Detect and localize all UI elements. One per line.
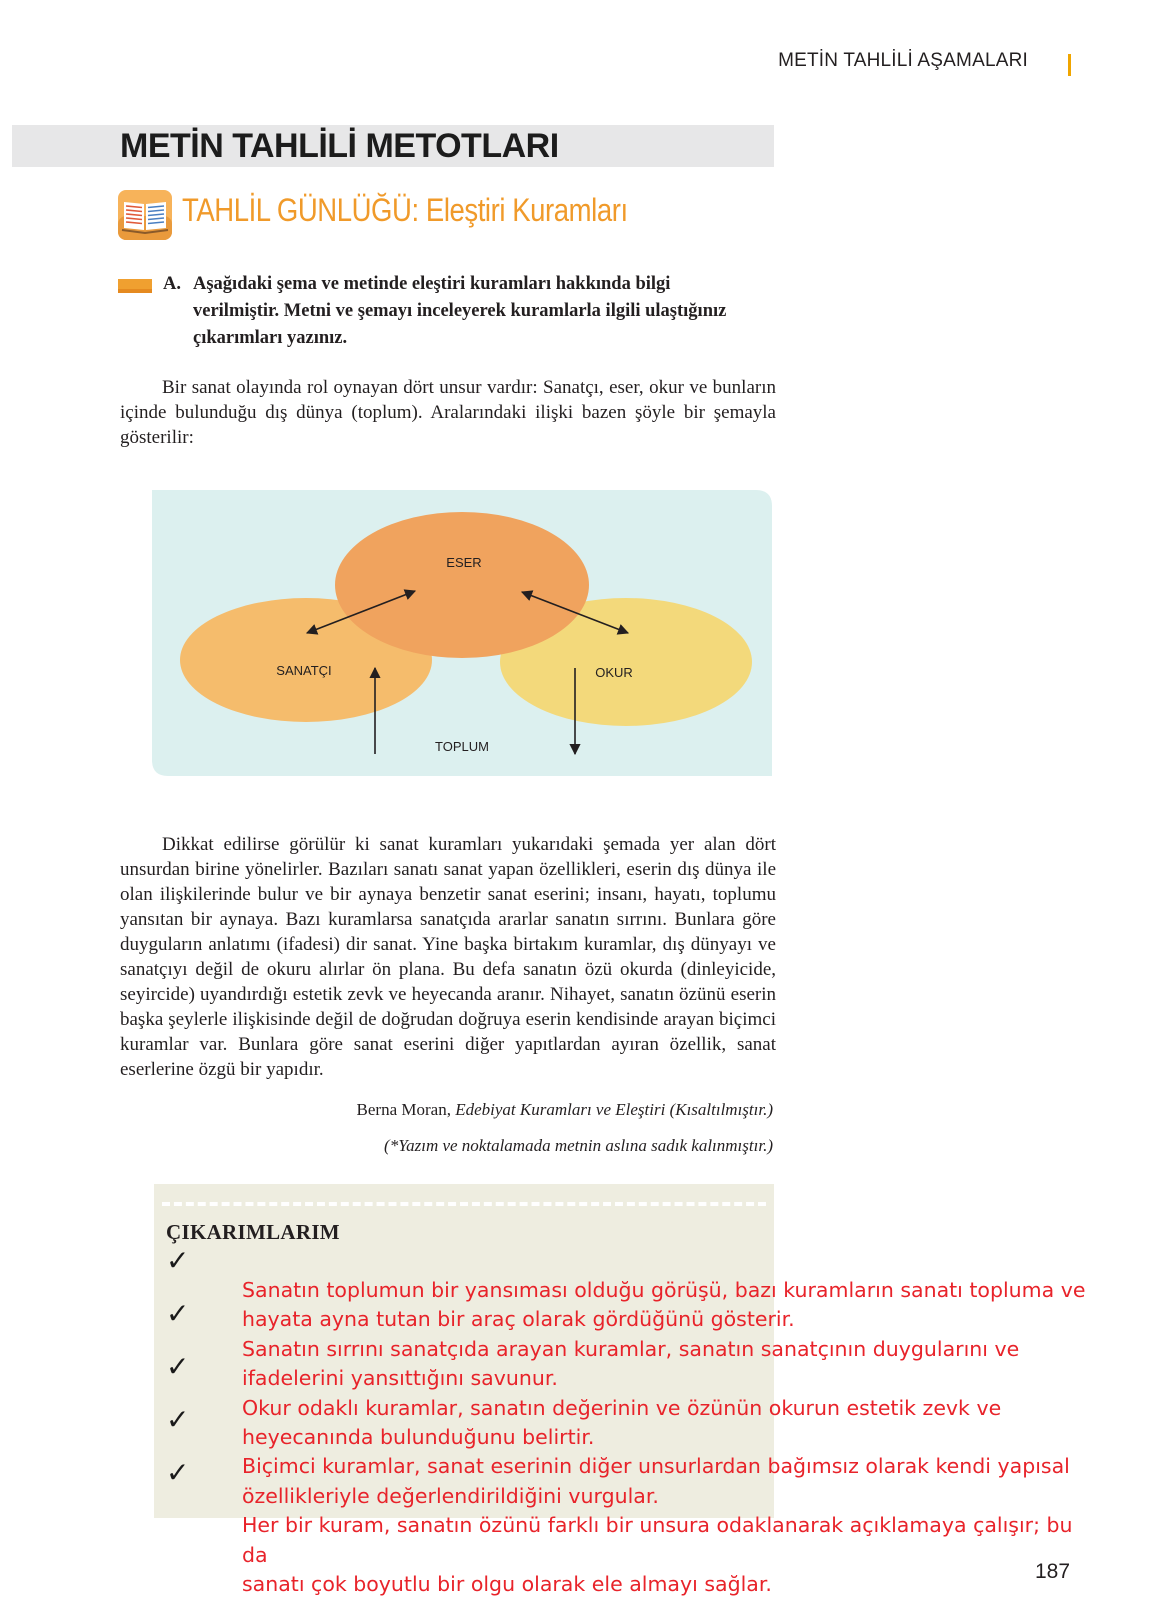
check-icon: ✓: [166, 1350, 190, 1383]
eser-label: ESER: [446, 555, 482, 570]
body-paragraph-text: Dikkat edilirse görülür ki sanat kuramları yukarıdaki şemada yer alan dört unsurdan birine yönelirler. Bazıları sanatı sanat yapan özellikleri, eserin dış dünya ile olan ilişkilerinde bulur ve bir aynaya benzetir sanat eserini; insanı, hayatı, toplumu yansıtan bir aynaya. Bazı kuramlarsa sanatçıda ararlar sanatın sırrını. Bunlara göre duyguların anlatımı (ifadesi) dir sanat. Yine başka birtakım kuramlar, dış dünyayı ve sanatçıyı değil de okuru alırlar ön plana. Bu defa sanatın özü okurda (dinleyicide, seyircide) uyandırdığı estetik zevk ve heyecanda aranır. Nihayet, sanatın özünü eserin başka şeylerle ilişkisinde değil de doğrudan doğruya eserin kendisinde arayan biçimci kuramlar var. Bunlara göre sanat eserini diğer yapıtlardan ayıran özellik, sanat eserlerine özgü bir yapıdır.: [120, 834, 776, 1080]
check-icon: ✓: [166, 1456, 190, 1489]
dashed-divider: [162, 1202, 766, 1206]
intro-paragraph-text: Bir sanat olayında rol oynayan dört unsur vardır: Sanatçı, eser, okur ve bunların içinde bulunduğu dış dünya (toplum). Aralarındaki ilişki bazen şöyle bir şemayla gösterilir:: [120, 377, 776, 448]
okur-label: OKUR: [595, 665, 633, 680]
answer-text[interactable]: Sanatın toplumun bir yansıması olduğu görüşü, bazı kuramların sanatı topluma ve hayata ayna tutan bir araç olarak gördüğünü gösterir. Sanatın sırrını sanatçıda arayan kuramlar, sanatın sanatçının duygularını ve ifadelerini yansıttığını savunur. Okur odaklı kuramlar, sanatın değerinin ve özünün okurun estetik zevk ve heyecanında bulunduğunu belirtir. Biçimci kuramlar, sanat eserinin diğer unsurlardan bağımsız olarak kendi yapısal özellikleriyle değerlendirildiğini vurgular. Her bir kuram, sanatın özünü farklı bir unsura odaklanarak açıklamaya çalışır; bu da sanatı çok boyutlu bir olgu olarak ele almayı sağlar.: [242, 1278, 1086, 1597]
page-number: 187: [1035, 1560, 1071, 1583]
body-paragraph: [120, 832, 776, 1082]
section-title: TAHLİL GÜNLÜĞÜ: Eleştiri Kuramları: [182, 192, 628, 228]
sanatci-label: SANATÇI: [276, 663, 332, 678]
running-header-bar: [1068, 54, 1071, 76]
open-book-icon: [118, 190, 172, 240]
theory-diagram: [152, 490, 772, 776]
source-citation: [357, 1100, 773, 1120]
toplum-label: TOPLUM: [435, 739, 489, 754]
inferences-title: ÇIKARIMLARIM: [166, 1220, 340, 1244]
check-icon: ✓: [166, 1244, 190, 1277]
question-marker: [118, 279, 152, 293]
eser-ellipse: [335, 512, 589, 658]
source-author: Berna Moran,: [356, 1100, 456, 1119]
question-letter: A.: [163, 274, 181, 294]
question-text: Aşağıdaki şema ve metinde eleştiri kuramları hakkında bilgi verilmiştir. Metni ve şemayı inceleyerek kuramlarla ilgili ulaştığınız çıkarımları yazınız.: [193, 274, 727, 348]
spelling-note: (*Yazım ve noktalamada metnin aslına sadık kalınmıştır.): [384, 1136, 773, 1155]
check-icon: ✓: [166, 1403, 190, 1436]
intro-paragraph: [120, 375, 776, 450]
page-title: METİN TAHLİLİ METOTLARI: [120, 127, 559, 165]
source-work: Edebiyat Kuramları ve Eleştiri (Kısaltılmıştır.): [455, 1100, 773, 1119]
running-header: METİN TAHLİLİ AŞAMALARI: [778, 50, 1028, 71]
check-icon: ✓: [166, 1297, 190, 1330]
